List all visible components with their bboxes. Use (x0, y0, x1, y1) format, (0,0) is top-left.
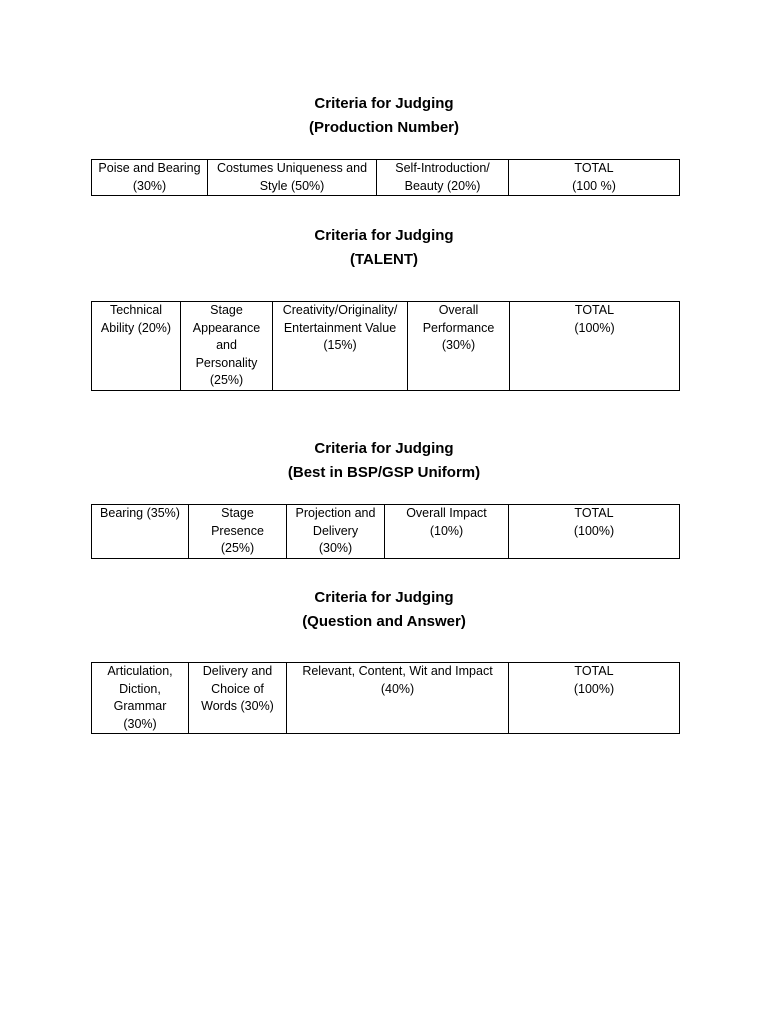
heading-question-answer (0, 586, 768, 634)
heading-line-1: Criteria for Judging (314, 589, 454, 606)
heading-line-2: (Production Number) (309, 119, 459, 136)
cell-total: TOTAL (100%) (509, 505, 680, 559)
table-uniform (91, 504, 680, 559)
table-production-number (91, 159, 680, 196)
heading-line-1: Criteria for Judging (314, 95, 454, 112)
heading-uniform (0, 437, 768, 485)
cell-delivery-words: Delivery and Choice of Words (30%) (189, 663, 287, 734)
table-talent (91, 301, 680, 391)
cell-overall-impact: Overall Impact (10%) (385, 505, 509, 559)
heading-line-2: (Question and Answer) (302, 613, 466, 630)
cell-costumes: Costumes Uniqueness and Style (50%) (208, 160, 377, 196)
cell-stage-presence: Stage Presence (25%) (189, 505, 287, 559)
heading-line-2: (TALENT) (349, 251, 419, 268)
cell-projection-delivery: Projection and Delivery (30%) (287, 505, 385, 559)
cell-articulation: Articulation, Diction, Grammar (30%) (92, 663, 189, 734)
heading-line-2: (Best in BSP/GSP Uniform) (287, 464, 481, 481)
heading-production-number (0, 92, 768, 140)
cell-total: TOTAL (100 %) (509, 160, 680, 196)
cell-self-introduction: Self-Introduction/ Beauty (20%) (377, 160, 509, 196)
cell-creativity: Creativity/Originality/ Entertainment Value (15%) (273, 302, 408, 391)
table-row (92, 505, 680, 559)
heading-line-1: Criteria for Judging (314, 440, 454, 457)
table-row (92, 302, 680, 391)
heading-line-1: Criteria for Judging (314, 227, 454, 244)
table-question-answer (91, 662, 680, 734)
cell-poise-bearing: Poise and Bearing (30%) (92, 160, 208, 196)
table-row (92, 160, 680, 196)
cell-technical-ability: Technical Ability (20%) (92, 302, 181, 391)
cell-bearing: Bearing (35%) (92, 505, 189, 559)
heading-talent (0, 224, 768, 272)
cell-total: TOTAL (100%) (509, 663, 680, 734)
cell-relevant-content: Relevant, Content, Wit and Impact (40%) (287, 663, 509, 734)
cell-overall-performance: Overall Performance (30%) (408, 302, 510, 391)
table-row (92, 663, 680, 734)
cell-stage-appearance: Stage Appearance and Personality (25%) (181, 302, 273, 391)
cell-total: TOTAL (100%) (510, 302, 680, 391)
